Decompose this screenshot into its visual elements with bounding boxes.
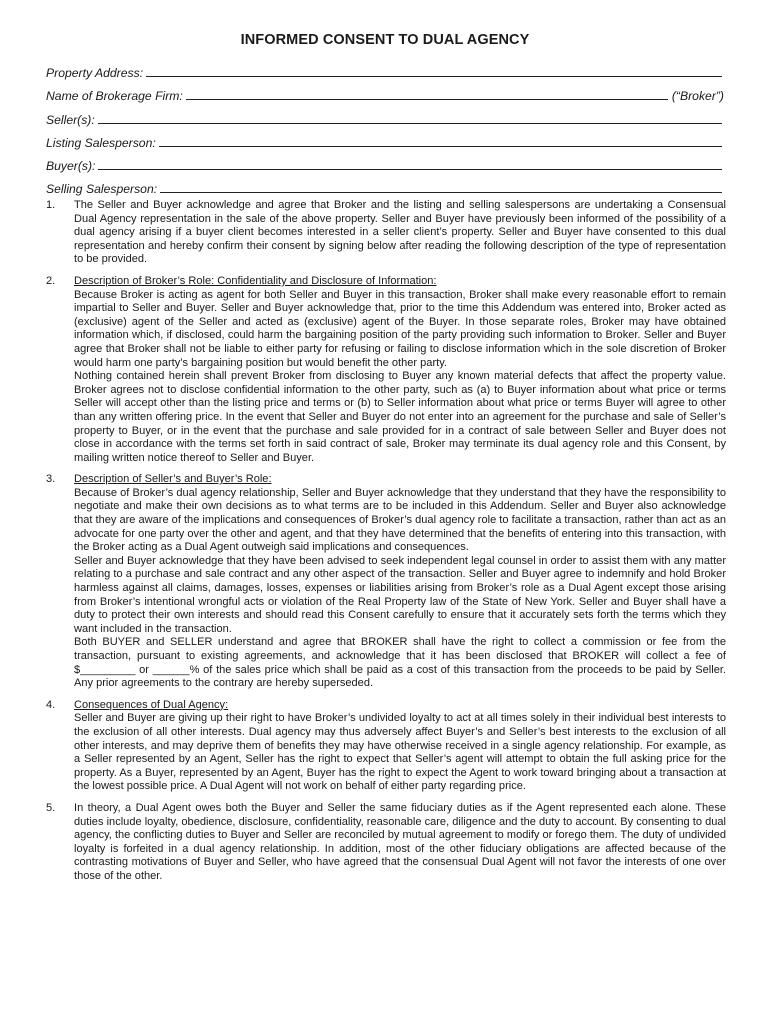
section-heading: Description of Broker’s Role: Confidentiality and Disclosure of Information: bbox=[74, 274, 437, 287]
buyers-field[interactable] bbox=[46, 150, 724, 173]
brokerage-firm-field[interactable] bbox=[46, 80, 724, 103]
document-title: INFORMED CONSENT TO DUAL AGENCY bbox=[240, 32, 530, 48]
section-3 bbox=[46, 473, 726, 691]
section-number: 2. bbox=[46, 274, 56, 287]
section-number: 1. bbox=[46, 199, 56, 211]
numbered-sections bbox=[46, 199, 726, 892]
section-paragraph: The Seller and Buyer acknowledge and agree that Broker and the listing and selling salespersons are undertaking a Consensual Dual Agency representation in the sale of the above property. Seller and Buyer have previously been informed of the possibility of a dual agency arising if a buyer client becomes interested in a seller client’s property. Seller and Buyer have consented to this dual representation and hereby confirm their consent by signing below after reading the following description of the type of representation to be provided. bbox=[74, 199, 726, 266]
field-label: Buyer(s): bbox=[46, 158, 96, 173]
blank-line[interactable] bbox=[98, 169, 722, 170]
field-label: Selling Salesperson: bbox=[46, 182, 158, 197]
section-paragraph: Because Broker is acting as agent for both Seller and Buyer in this transaction, Broker shall make every reasonable effort to remain impartial to Seller and Buyer. Seller and Buyer acknowledge that, prior to the time this Addendum was entered into, Broker acted as (exclusive) agent of the Seller and acted as (exclusive) agent of the Buyer. In those separate roles, Broker may have obtained information which, if disclosed, could harm the bargaining position of the party providing such information to Broker. Seller and Buyer agree that Broker shall not be liable to either party for refusing or failing to disclose information which in the sole discretion of Broker would harm one party’s bargaining position but would benefit the other party. bbox=[74, 288, 726, 369]
section-paragraph: Seller and Buyer are giving up their right to have Broker’s undivided loyalty to act at all times solely in their individual best interests to the exclusion of all other interests. Dual agency may thus adversely affect Buyer’s and Seller’s best interests to the exclusion of all other interests, and may deprive them of benefits they may have otherwise received in a single agency relationship. For example, as a Seller represented by an Agent, Seller has the right to expect that Seller’s agent will attempt to obtain the full asking price for the property. As a Buyer, represented by an Agent, Buyer has the right to expect the Agent to work toward bringing about a transaction at the lowest possible price. A Dual Agent will not work on behalf of either party regarding price. bbox=[74, 712, 726, 793]
section-paragraph: In theory, a Dual Agent owes both the Buyer and Seller the same fiduciary duties as if the Agent represented each alone. These duties include loyalty, obedience, disclosure, confidentiality, reasonable care, diligence and the duty to account. By consenting to dual agency, the conflicting duties to Buyer and Seller are reconciled by mutual agreement to modify or forego them. The duty of undivided loyalty is forfeited in a dual agency relationship. In addition, most of the other fiduciary obligations are affected because of the contrasting motivations of Buyer and Seller, who have agreed that the consensual Dual Agent will not favor the interests of one over those of the other. bbox=[74, 801, 726, 882]
property-address-field[interactable] bbox=[46, 57, 724, 80]
section-5 bbox=[46, 802, 726, 884]
section-1 bbox=[46, 199, 726, 267]
field-label: Name of Brokerage Firm: bbox=[46, 89, 183, 104]
field-label: Seller(s): bbox=[46, 112, 95, 127]
selling-salesperson-field[interactable] bbox=[46, 173, 724, 196]
section-4 bbox=[46, 699, 726, 794]
section-number: 3. bbox=[46, 473, 56, 486]
blank-line[interactable] bbox=[146, 76, 722, 77]
section-paragraph: Nothing contained herein shall prevent Broker from disclosing to Buyer any known material defects that affect the property value. Broker agrees not to disclose confidential information to the other party, such as (a) to Buyer information about what price or terms Seller will accept other than the listing price and terms or (b) to Seller information about what price or terms Buyer will agree to other than any written offering price. In the event that Seller and Buyer do not enter into an agreement for the purchase and sale of Seller’s property to Buyer, or in the event that the purchase and sale provided for in a contract of sale between Seller and Buyer does not close in accordance with the terms set forth in said contract of sale, Broker may terminate its dual agency role and this Consent, by mailing written notice thereof to Seller and Buyer. bbox=[74, 370, 726, 464]
section-2 bbox=[46, 275, 726, 465]
form-fields bbox=[46, 57, 724, 196]
section-paragraph: Because of Broker’s dual agency relationship, Seller and Buyer acknowledge that they understand that they have the responsibility to negotiate and make their own decisions as to what terms are to be included in this Addendum. Seller and Buyer also acknowledge that they are aware of the implications and consequences of Broker’s dual agency role to facilitate a transaction, rather than act as an advocate for one party over the other and agent, and that they have determined that the benefits of entering into this transaction, with the Broker acting as a Dual Agent outweigh said implications and consequences. bbox=[74, 486, 726, 554]
blank-line[interactable] bbox=[98, 123, 722, 124]
blank-line[interactable] bbox=[186, 99, 668, 100]
section-paragraph: Seller and Buyer acknowledge that they have been advised to seek independent legal counsel in order to assist them with any matter relating to a purchase and sale contract and any other aspect of the transaction. Seller and Buyer agree to indemnify and hold Broker harmless against all claims, damages, losses, expenses or liabilities arising from Broker’s role as a Dual Agent except those arising from Broker’s intentional wrongful acts or violation of the Real Property law of the State of New York. Seller and Buyer shall have a duty to protect their own interests and should read this Consent carefully to ensure that it accurately sets forth the terms which they want included in the transaction. bbox=[74, 554, 726, 635]
section-heading: Description of Seller’s and Buyer’s Role: bbox=[74, 473, 272, 486]
section-heading: Consequences of Dual Agency: bbox=[74, 698, 229, 711]
field-label: Property Address: bbox=[46, 66, 144, 81]
sellers-field[interactable] bbox=[46, 103, 724, 126]
blank-line[interactable] bbox=[159, 146, 722, 147]
field-label: Listing Salesperson: bbox=[46, 135, 156, 150]
section-paragraph: Both BUYER and SELLER understand and agree that BROKER shall have the right to collect a commission or fee from the transaction, pursuant to existing agreements, and acknowledge that it has been disclosed that BROKER will collect a fee of $_________ or ______% of the sales price which shall be paid as a cost of this transaction from the proceeds to be paid by Seller. Any prior agreements to the contrary are hereby superseded. bbox=[74, 636, 726, 690]
blank-line[interactable] bbox=[160, 192, 722, 193]
listing-salesperson-field[interactable] bbox=[46, 127, 724, 150]
field-suffix: (“Broker”) bbox=[671, 89, 724, 104]
section-number: 4. bbox=[46, 698, 56, 711]
section-number: 5. bbox=[46, 801, 56, 814]
